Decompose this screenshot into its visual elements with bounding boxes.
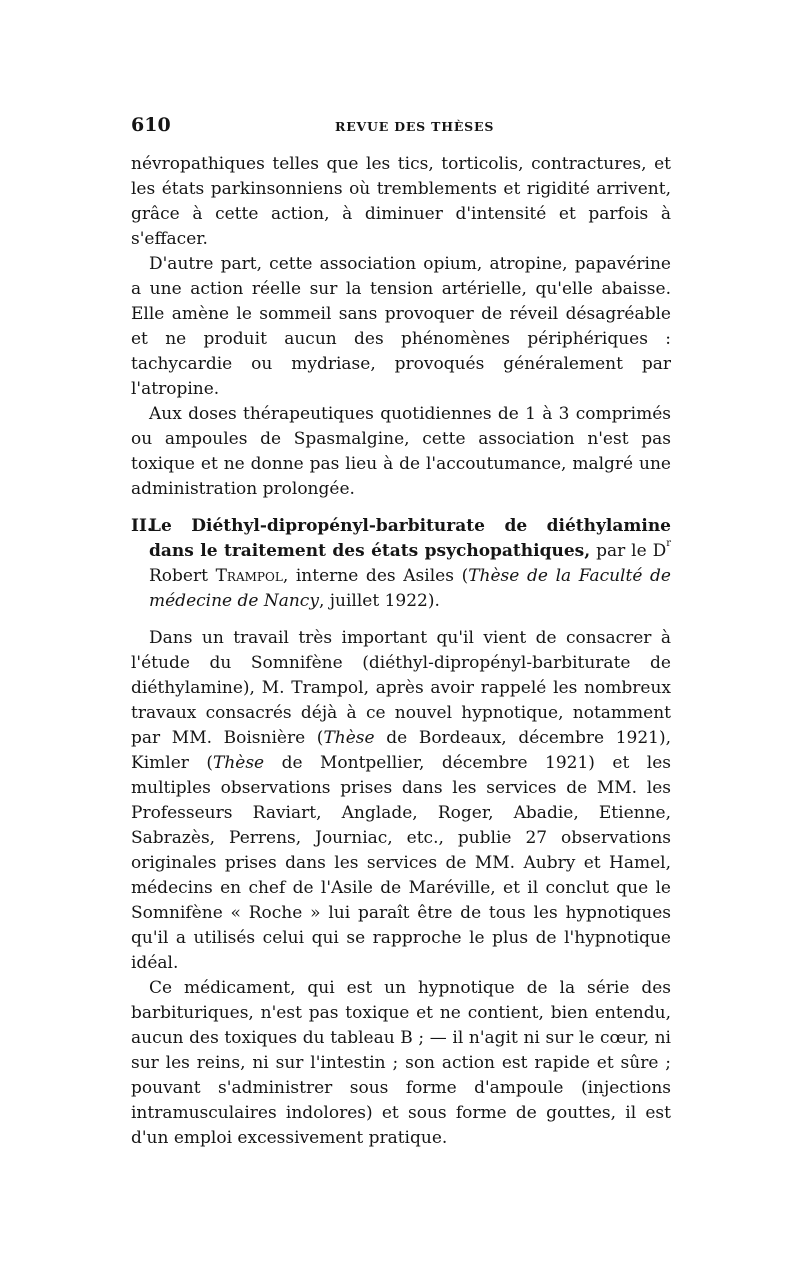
running-title: REVUE DES THÈSES xyxy=(335,119,495,134)
section-title: Le Diéthyl-dipropényl-barbiturate de diéthylamine dans le traitement des états psychopathiques, xyxy=(149,516,671,561)
thesis-date: , juillet 1922). xyxy=(318,591,440,611)
thesis-reference-2: Thèse xyxy=(212,753,265,773)
paragraph-4-part-2: de Bordeaux, décembre 1921), Kimler ( xyxy=(131,728,671,773)
author-superscript: r xyxy=(666,537,671,549)
paragraph-2: D'autre part, cette association opium, atropine, papavérine a une action réelle sur la tension artérielle, qu'elle abaisse. Elle amène le sommeil sans provoquer de réveil désagréable et ne produit aucun des phénomènes périphériques : tachycardie ou mydriase, provoqués généralement par l'atropine. xyxy=(131,254,671,399)
thesis-title: Thèse de la Faculté de médecine de Nancy xyxy=(149,566,671,611)
document-body xyxy=(131,152,671,1151)
page-number: 610 xyxy=(131,114,171,136)
author-role: , interne des Asiles ( xyxy=(282,566,469,586)
paragraph-1: névropathiques telles que les tics, torticolis, contractures, et les états parkinsonniens où tremblements et rigidité arrivent, grâce à cette action, à diminuer d'intensité et parfois à s'effacer. xyxy=(131,154,671,249)
section-heading xyxy=(131,514,671,614)
section-text xyxy=(149,514,671,614)
paragraph-4-part-3: de Montpellier, décembre 1921) et les multiples observations prises dans les services de MM. les Professeurs Raviart, Anglade, Roger, Abadie, Etienne, Sabrazès, Perrens, Journiac, etc., publie 27 observations originales prises dans les services de MM. Aubry et Hamel, médecins en chef de l'Asile de Maréville, et il conclut que le Somnifène « Roche » lui paraît être de tous les hypnotiques qu'il a utilisés celui qui se rapproche le plus de l'hypnotique idéal. xyxy=(131,753,671,973)
author-surname: Trampol xyxy=(215,566,283,586)
paragraph-3: Aux doses thérapeutiques quotidiennes de 1 à 3 comprimés ou ampoules de Spasmalgine, cette association n'est pas toxique et ne donne pas lieu à de l'accoutumance, malgré une administration prolongée. xyxy=(131,404,671,499)
author-name: Robert xyxy=(149,566,208,586)
paragraph-4-part-1: Dans un travail très important qu'il vient de consacrer à l'étude du Somnifène (diéthyl-dipropényl-barbiturate de diéthylamine), M. Trampol, après avoir rappelé les nombreux travaux consacrés déjà à ce nouvel hypnotique, notamment par MM. Boisnière ( xyxy=(131,628,671,748)
section-number: II. xyxy=(131,516,153,536)
paragraph-5: Ce médicament, qui est un hypnotique de la série des barbituriques, n'est pas toxique et ne contient, bien entendu, aucun des toxiques du tableau B ; — il n'agit ni sur le cœur, ni sur les reins, ni sur l'intestin ; son action est rapide et sûre ; pouvant s'administrer sous forme d'ampoule (injections intramusculaires indolores) et sous forme de gouttes, il est d'un emploi excessivement pratique. xyxy=(131,978,671,1148)
thesis-reference-1: Thèse xyxy=(323,728,375,748)
author-prefix: par le D xyxy=(596,541,667,561)
page-header xyxy=(131,114,671,138)
paragraph-4 xyxy=(131,626,671,976)
